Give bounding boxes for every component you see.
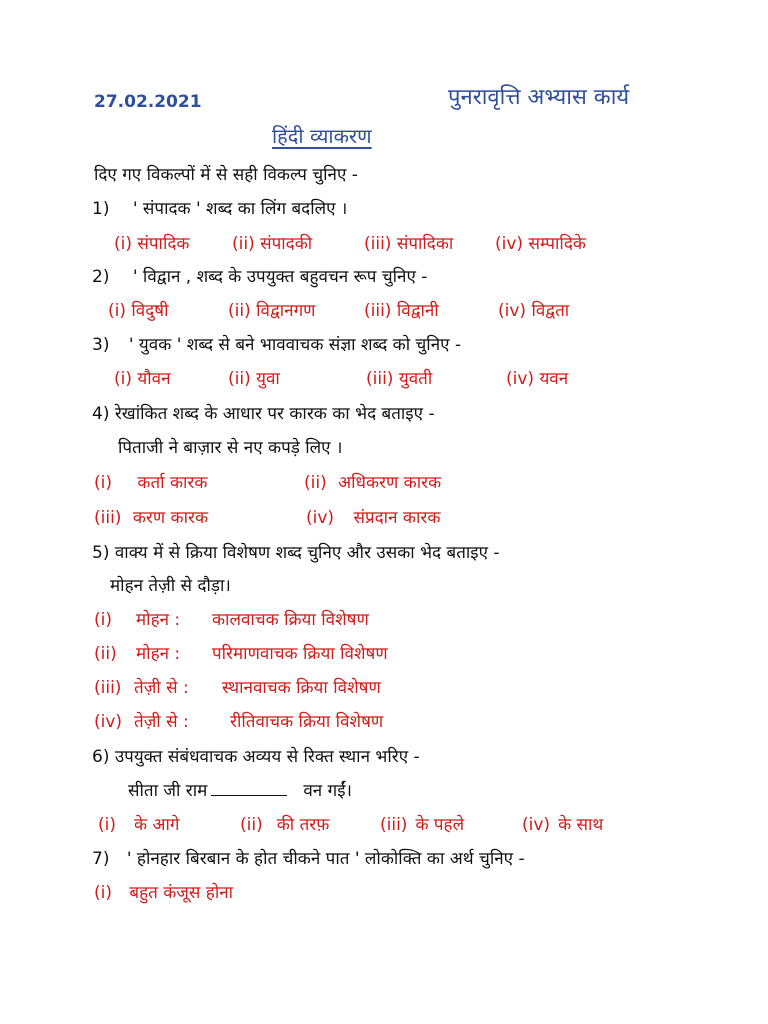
option-label: संप्रदान कारक: [353, 508, 441, 528]
question-7: [92, 847, 525, 871]
option: (ii) विद्वानगण: [228, 301, 316, 321]
option: (i) विदुषी: [108, 301, 169, 321]
option-type: स्थानवाचक क्रिया विशेषण: [222, 678, 381, 698]
sentence-end: वन गईं।: [303, 781, 352, 801]
option-number: (ii): [304, 473, 327, 493]
question-2: [92, 265, 427, 289]
question-4-option-1: [94, 471, 207, 495]
question-number: 3): [92, 335, 110, 355]
option: (iv) विद्वता: [498, 301, 570, 321]
option-word: तेज़ी से :: [134, 712, 189, 732]
option: (iv) के साथ: [522, 815, 604, 835]
question-5-option-4: [94, 710, 383, 734]
option: (i) के आगे: [98, 815, 180, 835]
question-number: 2): [92, 267, 110, 287]
option-type: परिमाणवाचक क्रिया विशेषण: [212, 644, 388, 664]
option: (iii) के पहले: [380, 815, 465, 835]
question-4-text: 4) रेखांकित शब्द के आधार पर कारक का भेद बताइए -: [92, 404, 435, 424]
question-text: ' संपादक ' शब्द का लिंग बदलिए ।: [132, 199, 348, 219]
question-5-option-1: [94, 608, 369, 632]
question-text: ' होनहार बिरबान के होत चीकने पात ' लोकोक्ति का अर्थ चुनिए -: [126, 849, 525, 869]
question-1: [92, 197, 347, 221]
option: (ii) युवा: [228, 369, 280, 389]
question-4-option-3: [94, 506, 208, 530]
option: (i) संपादिक: [114, 234, 190, 254]
option: (iii) युवती: [366, 369, 433, 389]
worksheet-subtitle: हिंदी व्याकरण: [272, 124, 372, 148]
question-6-text: 6) उपयुक्त संबंधवाचक अव्यय से रिक्त स्थान भरिए -: [92, 747, 420, 767]
option-label: बहुत कंजूस होना: [129, 883, 234, 903]
option-number: (ii): [94, 644, 117, 664]
sentence-start: सीता जी राम: [128, 781, 208, 801]
instruction-text: दिए गए विकल्पों में से सही विकल्प चुनिए -: [94, 165, 358, 185]
question-text: ' युवक ' शब्द से बने भाववाचक संज्ञा शब्द को चुनिए -: [128, 335, 462, 355]
option: (ii) की तरफ़: [240, 815, 330, 835]
option-type: कालवाचक क्रिया विशेषण: [212, 610, 369, 630]
question-5-option-3: [94, 676, 381, 700]
question-4-option-2: [304, 471, 441, 495]
option-number: (iv): [94, 712, 123, 732]
option-label: करण कारक: [132, 508, 209, 528]
option: (iii) संपादिका: [364, 234, 454, 254]
question-4-sentence: पिताजी ने बाज़ार से नए कपड़े लिए ।: [118, 438, 343, 458]
option: (ii) संपादकी: [232, 234, 313, 254]
question-6-sentence: [128, 779, 352, 803]
fill-in-blank: [211, 779, 287, 796]
question-5-option-2: [94, 642, 388, 666]
option: (iv) यवन: [506, 369, 569, 389]
question-number: 7): [92, 849, 110, 869]
question-5-text: 5) वाक्य में से क्रिया विशेषण शब्द चुनिए और उसका भेद बताइए -: [92, 543, 500, 563]
option: (iii) विद्वानी: [364, 301, 439, 321]
option-word: मोहन :: [136, 610, 181, 630]
option-type: रीतिवाचक क्रिया विशेषण: [230, 712, 384, 732]
option-word: मोहन :: [136, 644, 181, 664]
date-label: 27.02.2021: [94, 92, 202, 112]
option: (i) यौवन: [114, 369, 171, 389]
option: (iv) सम्पादिके: [495, 234, 586, 254]
option-label: अधिकरण कारक: [338, 473, 442, 493]
option-number: (i): [94, 473, 112, 493]
option-word: तेज़ी से :: [134, 678, 189, 698]
option-number: (i): [94, 883, 112, 903]
question-number: 1): [92, 199, 110, 219]
question-4-option-4: [306, 506, 440, 530]
option-number: (iii): [94, 678, 122, 698]
question-3: [92, 333, 461, 357]
worksheet-title: पुनरावृत्ति अभ्यास कार्य: [448, 85, 630, 110]
option-number: (i): [94, 610, 112, 630]
question-text: ' विद्वान , शब्द के उपयुक्त बहुवचन रूप चुनिए -: [132, 267, 428, 287]
option-label: कर्ता कारक: [137, 473, 208, 493]
question-7-option-1: [94, 881, 233, 905]
option-number: (iv): [306, 508, 335, 528]
option-number: (iii): [94, 508, 122, 528]
question-5-sentence: मोहन तेज़ी से दौड़ा।: [110, 576, 231, 596]
